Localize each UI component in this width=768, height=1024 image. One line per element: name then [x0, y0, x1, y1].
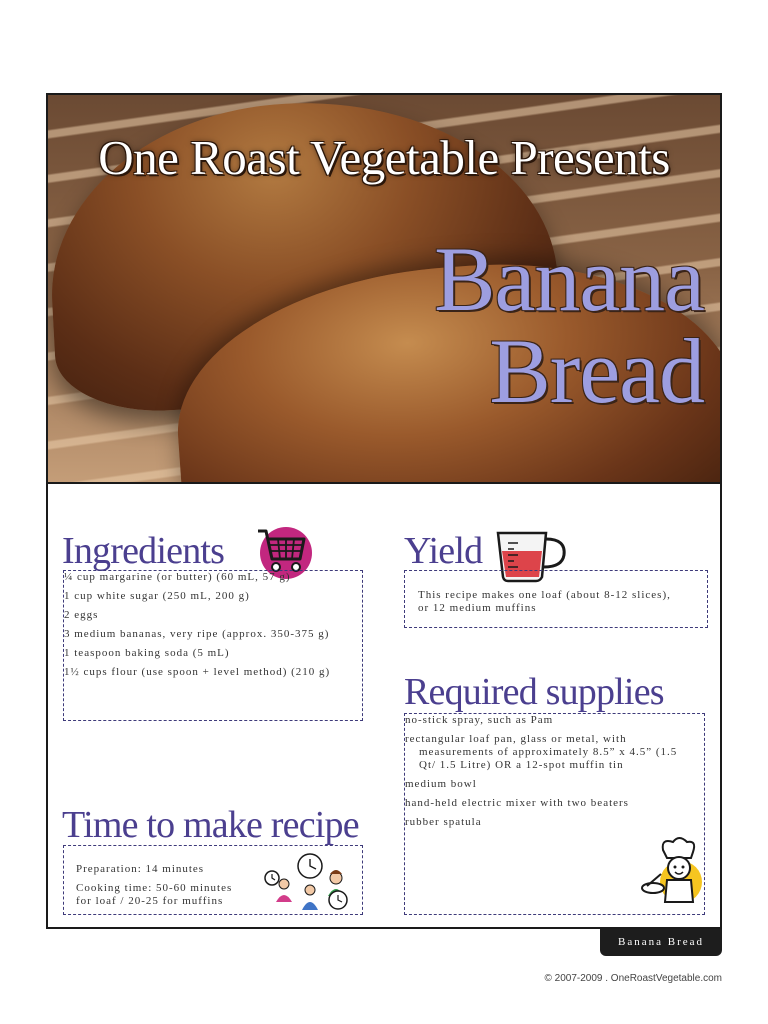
cook-time-line: for loaf / 20-25 for muffins [76, 895, 224, 907]
supplies-heading: Required supplies [404, 671, 664, 713]
recipe-title-line1: Banana [434, 228, 704, 330]
footer-recipe-tag: Banana Bread [600, 929, 722, 956]
yield-box [404, 570, 708, 628]
hero-banner [48, 95, 720, 484]
supplies-list [405, 714, 704, 829]
chef-icon [641, 836, 703, 910]
ingredient-item: 1½ cups flour (use spoon + level method) (210 g) [64, 666, 331, 678]
recipe-title [434, 228, 704, 422]
yield-heading: Yield [404, 530, 483, 572]
time-heading: Time to make recipe [62, 804, 359, 846]
ingredient-item: ¼ cup margarine (or butter) (60 mL, 57 g) [64, 571, 291, 583]
presents-heading: One Roast Vegetable Presents [98, 130, 670, 185]
clock-people-icon [260, 852, 352, 912]
ingredients-box [63, 570, 363, 721]
time-box [63, 845, 363, 915]
yield-line: This recipe makes one loaf (about 8-12 slices), [418, 589, 671, 601]
cook-time-line: Cooking time: 50-60 minutes [76, 882, 233, 894]
copyright-text: © 2007-2009 . OneRoastVegetable.com [544, 973, 722, 984]
supply-item: hand-held electric mixer with two beaters [405, 797, 629, 809]
supply-item: no-stick spray, such as Pam [405, 714, 554, 726]
ingredient-item: 3 medium bananas, very ripe (approx. 350-375 g) [64, 628, 330, 640]
recipe-title-line2: Bread [489, 320, 704, 422]
supply-item: rubber spatula [405, 816, 482, 828]
supply-item: medium bowl [405, 778, 477, 790]
ingredient-item: 1 teaspoon baking soda (5 mL) [64, 647, 230, 659]
prep-time: Preparation: 14 minutes [76, 863, 205, 875]
ingredients-list [64, 571, 362, 679]
ingredient-item: 1 cup white sugar (250 mL, 200 g) [64, 590, 250, 602]
ingredients-heading: Ingredients [62, 530, 225, 572]
ingredient-item: 2 eggs [64, 609, 99, 621]
supplies-box [404, 713, 705, 915]
supply-item: rectangular loaf pan, glass or metal, with measurements of approximately 8.5” x 4.5” (1.5 Qt/ 1.5 Litre) OR a 12-spot muffin tin [405, 733, 678, 771]
yield-line: or 12 medium muffins [418, 602, 537, 614]
